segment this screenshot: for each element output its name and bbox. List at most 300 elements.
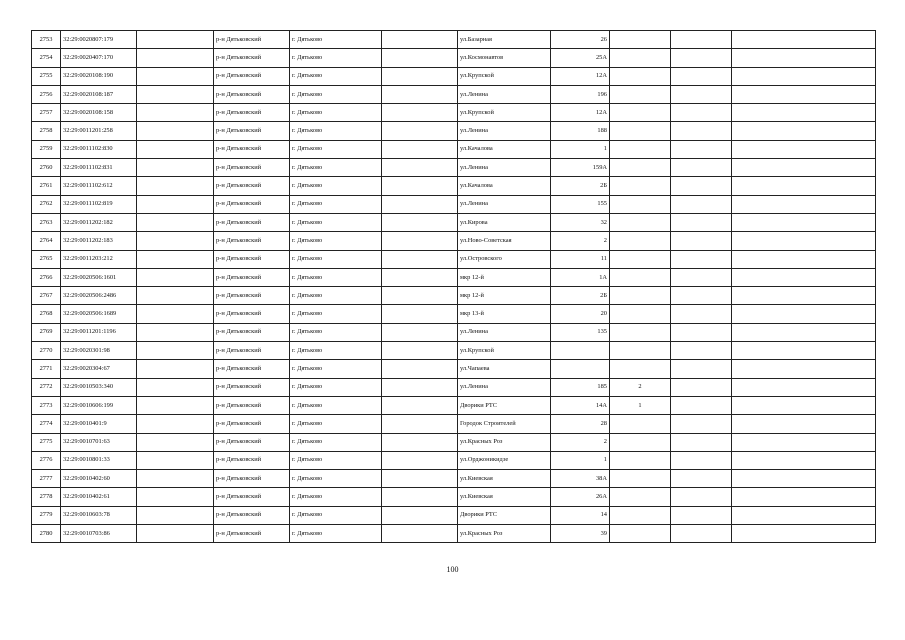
empty-cell <box>732 159 876 177</box>
house-number-cell: 12А <box>551 104 610 122</box>
cadastral-number-cell: 32:29:0010701:63 <box>61 433 137 451</box>
empty-cell <box>671 342 732 360</box>
table-row <box>32 232 876 250</box>
row-number-cell: 2753 <box>32 31 61 49</box>
empty-cell <box>732 49 876 67</box>
house-number-cell: 14А <box>551 396 610 414</box>
empty-cell <box>732 268 876 286</box>
cadastral-number-cell: 32:29:0010801:33 <box>61 451 137 469</box>
district-cell: р-н Дятьковский <box>214 506 290 524</box>
empty-cell <box>137 323 214 341</box>
empty-cell <box>382 250 458 268</box>
row-number-cell: 2776 <box>32 451 61 469</box>
table-row <box>32 85 876 103</box>
extra-number-cell <box>610 488 671 506</box>
district-cell: р-н Дятьковский <box>214 232 290 250</box>
empty-cell <box>137 122 214 140</box>
city-cell: г. Дятьково <box>290 177 382 195</box>
empty-cell <box>137 67 214 85</box>
extra-number-cell <box>610 232 671 250</box>
table-row <box>32 213 876 231</box>
street-cell: ул.Космонавтов <box>458 49 551 67</box>
district-cell: р-н Дятьковский <box>214 122 290 140</box>
house-number-cell: 155 <box>551 195 610 213</box>
table-row <box>32 433 876 451</box>
cadastral-number-cell: 32:29:0011102:831 <box>61 159 137 177</box>
empty-cell <box>671 49 732 67</box>
empty-cell <box>671 287 732 305</box>
city-cell: г. Дятьково <box>290 415 382 433</box>
table-row <box>32 49 876 67</box>
table-row <box>32 488 876 506</box>
city-cell: г. Дятьково <box>290 506 382 524</box>
cadastral-number-cell: 32:29:0011202:183 <box>61 232 137 250</box>
empty-cell <box>137 470 214 488</box>
row-number-cell: 2757 <box>32 104 61 122</box>
street-cell: мкр 12-й <box>458 268 551 286</box>
cadastral-number-cell: 32:29:0011201:258 <box>61 122 137 140</box>
page-number: 100 <box>446 565 459 574</box>
street-cell: ул.Ленина <box>458 195 551 213</box>
empty-cell <box>732 488 876 506</box>
house-number-cell: 26 <box>551 31 610 49</box>
extra-number-cell <box>610 415 671 433</box>
cadastral-number-cell: 32:29:0011102:830 <box>61 140 137 158</box>
empty-cell <box>671 433 732 451</box>
city-cell: г. Дятьково <box>290 323 382 341</box>
table-row <box>32 250 876 268</box>
empty-cell <box>382 140 458 158</box>
empty-cell <box>671 378 732 396</box>
empty-cell <box>382 451 458 469</box>
city-cell: г. Дятьково <box>290 195 382 213</box>
empty-cell <box>732 342 876 360</box>
empty-cell <box>137 451 214 469</box>
empty-cell <box>671 85 732 103</box>
house-number-cell: 28 <box>551 415 610 433</box>
street-cell: ул.Ленина <box>458 122 551 140</box>
empty-cell <box>382 177 458 195</box>
district-cell: р-н Дятьковский <box>214 287 290 305</box>
empty-cell <box>137 305 214 323</box>
house-number-cell: 2Б <box>551 177 610 195</box>
empty-cell <box>382 232 458 250</box>
empty-cell <box>137 378 214 396</box>
row-number-cell: 2760 <box>32 159 61 177</box>
empty-cell <box>671 323 732 341</box>
empty-cell <box>137 140 214 158</box>
house-number-cell: 12А <box>551 67 610 85</box>
cadastral-number-cell: 32:29:0020108:158 <box>61 104 137 122</box>
empty-cell <box>671 488 732 506</box>
row-number-cell: 2765 <box>32 250 61 268</box>
extra-number-cell <box>610 305 671 323</box>
row-number-cell: 2772 <box>32 378 61 396</box>
city-cell: г. Дятьково <box>290 360 382 378</box>
street-cell: ул.Киевская <box>458 488 551 506</box>
district-cell: р-н Дятьковский <box>214 305 290 323</box>
extra-number-cell <box>610 140 671 158</box>
district-cell: р-н Дятьковский <box>214 433 290 451</box>
extra-number-cell <box>610 342 671 360</box>
street-cell: ул.Орджоникидзе <box>458 451 551 469</box>
city-cell: г. Дятьково <box>290 232 382 250</box>
extra-number-cell <box>610 159 671 177</box>
empty-cell <box>137 49 214 67</box>
empty-cell <box>382 287 458 305</box>
empty-cell <box>671 104 732 122</box>
street-cell: ул.Базарная <box>458 31 551 49</box>
city-cell: г. Дятьково <box>290 140 382 158</box>
district-cell: р-н Дятьковский <box>214 104 290 122</box>
house-number-cell: 2 <box>551 232 610 250</box>
cadastral-number-cell: 32:29:0020506:2486 <box>61 287 137 305</box>
row-number-cell: 2778 <box>32 488 61 506</box>
empty-cell <box>382 360 458 378</box>
cadastral-number-cell: 32:29:0011102:612 <box>61 177 137 195</box>
empty-cell <box>137 525 214 543</box>
empty-cell <box>137 213 214 231</box>
row-number-cell: 2767 <box>32 287 61 305</box>
extra-number-cell <box>610 250 671 268</box>
cadastral-number-cell: 32:29:0011102:819 <box>61 195 137 213</box>
table-row <box>32 470 876 488</box>
empty-cell <box>382 305 458 323</box>
empty-cell <box>732 195 876 213</box>
city-cell: г. Дятьково <box>290 159 382 177</box>
table-row <box>32 323 876 341</box>
district-cell: р-н Дятьковский <box>214 159 290 177</box>
empty-cell <box>732 305 876 323</box>
row-number-cell: 2775 <box>32 433 61 451</box>
empty-cell <box>137 268 214 286</box>
cadastral-number-cell: 32:29:0011203:212 <box>61 250 137 268</box>
city-cell: г. Дятьково <box>290 122 382 140</box>
district-cell: р-н Дятьковский <box>214 268 290 286</box>
row-number-cell: 2768 <box>32 305 61 323</box>
district-cell: р-н Дятьковский <box>214 451 290 469</box>
city-cell: г. Дятьково <box>290 470 382 488</box>
row-number-cell: 2771 <box>32 360 61 378</box>
district-cell: р-н Дятьковский <box>214 470 290 488</box>
empty-cell <box>671 268 732 286</box>
empty-cell <box>382 85 458 103</box>
street-cell: Дворики РТС <box>458 396 551 414</box>
city-cell: г. Дятьково <box>290 250 382 268</box>
row-number-cell: 2779 <box>32 506 61 524</box>
row-number-cell: 2755 <box>32 67 61 85</box>
district-cell: р-н Дятьковский <box>214 323 290 341</box>
house-number-cell: 185 <box>551 378 610 396</box>
extra-number-cell <box>610 287 671 305</box>
city-cell: г. Дятьково <box>290 104 382 122</box>
empty-cell <box>137 104 214 122</box>
empty-cell <box>382 104 458 122</box>
empty-cell <box>671 250 732 268</box>
city-cell: г. Дятьково <box>290 488 382 506</box>
city-cell: г. Дятьково <box>290 31 382 49</box>
street-cell: Городок Строителей <box>458 415 551 433</box>
extra-number-cell <box>610 195 671 213</box>
street-cell: мкр 12-й <box>458 287 551 305</box>
city-cell: г. Дятьково <box>290 85 382 103</box>
house-number-cell: 32 <box>551 213 610 231</box>
cadastral-registry-table <box>31 30 876 543</box>
row-number-cell: 2770 <box>32 342 61 360</box>
empty-cell <box>137 177 214 195</box>
house-number-cell: 14 <box>551 506 610 524</box>
empty-cell <box>382 378 458 396</box>
empty-cell <box>671 31 732 49</box>
street-cell: ул.Крупской <box>458 67 551 85</box>
empty-cell <box>671 506 732 524</box>
empty-cell <box>382 525 458 543</box>
city-cell: г. Дятьково <box>290 378 382 396</box>
street-cell: ул.Ново-Советская <box>458 232 551 250</box>
city-cell: г. Дятьково <box>290 396 382 414</box>
table-row <box>32 287 876 305</box>
city-cell: г. Дятьково <box>290 287 382 305</box>
extra-number-cell <box>610 360 671 378</box>
cadastral-number-cell: 32:29:0020506:1601 <box>61 268 137 286</box>
row-number-cell: 2761 <box>32 177 61 195</box>
street-cell: ул.Киевская <box>458 470 551 488</box>
district-cell: р-н Дятьковский <box>214 49 290 67</box>
city-cell: г. Дятьково <box>290 525 382 543</box>
district-cell: р-н Дятьковский <box>214 360 290 378</box>
district-cell: р-н Дятьковский <box>214 415 290 433</box>
house-number-cell: 25А <box>551 49 610 67</box>
street-cell: Дворики РТС <box>458 506 551 524</box>
extra-number-cell <box>610 506 671 524</box>
extra-number-cell <box>610 323 671 341</box>
empty-cell <box>382 122 458 140</box>
empty-cell <box>732 415 876 433</box>
district-cell: р-н Дятьковский <box>214 488 290 506</box>
table-row <box>32 122 876 140</box>
empty-cell <box>137 506 214 524</box>
cadastral-number-cell: 32:29:0020108:187 <box>61 85 137 103</box>
street-cell: ул.Ленина <box>458 378 551 396</box>
empty-cell <box>137 31 214 49</box>
house-number-cell: 26А <box>551 488 610 506</box>
empty-cell <box>382 159 458 177</box>
table-row <box>32 360 876 378</box>
cadastral-number-cell: 32:29:0010402:61 <box>61 488 137 506</box>
empty-cell <box>671 213 732 231</box>
empty-cell <box>671 525 732 543</box>
district-cell: р-н Дятьковский <box>214 396 290 414</box>
empty-cell <box>732 232 876 250</box>
table-row <box>32 31 876 49</box>
cadastral-number-cell: 32:29:0010402:60 <box>61 470 137 488</box>
city-cell: г. Дятьково <box>290 342 382 360</box>
district-cell: р-н Дятьковский <box>214 31 290 49</box>
street-cell: ул.Ленина <box>458 159 551 177</box>
extra-number-cell <box>610 122 671 140</box>
row-number-cell: 2758 <box>32 122 61 140</box>
empty-cell <box>382 67 458 85</box>
district-cell: р-н Дятьковский <box>214 85 290 103</box>
empty-cell <box>671 122 732 140</box>
extra-number-cell: 1 <box>610 396 671 414</box>
district-cell: р-н Дятьковский <box>214 250 290 268</box>
extra-number-cell <box>610 525 671 543</box>
row-number-cell: 2769 <box>32 323 61 341</box>
empty-cell <box>732 287 876 305</box>
empty-cell <box>137 85 214 103</box>
street-cell: ул.Качалова <box>458 140 551 158</box>
house-number-cell: 39 <box>551 525 610 543</box>
empty-cell <box>671 360 732 378</box>
table-row <box>32 525 876 543</box>
row-number-cell: 2774 <box>32 415 61 433</box>
row-number-cell: 2773 <box>32 396 61 414</box>
empty-cell <box>732 378 876 396</box>
district-cell: р-н Дятьковский <box>214 67 290 85</box>
district-cell: р-н Дятьковский <box>214 378 290 396</box>
city-cell: г. Дятьково <box>290 305 382 323</box>
extra-number-cell <box>610 213 671 231</box>
empty-cell <box>732 31 876 49</box>
house-number-cell: 20 <box>551 305 610 323</box>
house-number-cell: 188 <box>551 122 610 140</box>
empty-cell <box>382 433 458 451</box>
empty-cell <box>732 323 876 341</box>
row-number-cell: 2762 <box>32 195 61 213</box>
extra-number-cell <box>610 433 671 451</box>
street-cell: ул.Кирова <box>458 213 551 231</box>
empty-cell <box>671 451 732 469</box>
empty-cell <box>137 342 214 360</box>
extra-number-cell <box>610 31 671 49</box>
empty-cell <box>137 396 214 414</box>
table-row <box>32 104 876 122</box>
empty-cell <box>137 159 214 177</box>
empty-cell <box>137 232 214 250</box>
street-cell: ул.Крупской <box>458 104 551 122</box>
row-number-cell: 2764 <box>32 232 61 250</box>
table-row <box>32 396 876 414</box>
empty-cell <box>382 323 458 341</box>
house-number-cell: 159А <box>551 159 610 177</box>
empty-cell <box>382 470 458 488</box>
table-row <box>32 378 876 396</box>
empty-cell <box>137 287 214 305</box>
empty-cell <box>137 488 214 506</box>
empty-cell <box>671 396 732 414</box>
empty-cell <box>671 159 732 177</box>
city-cell: г. Дятьково <box>290 433 382 451</box>
empty-cell <box>671 232 732 250</box>
table-row <box>32 415 876 433</box>
empty-cell <box>382 31 458 49</box>
cadastral-number-cell: 32:29:0010703:86 <box>61 525 137 543</box>
table-row <box>32 67 876 85</box>
city-cell: г. Дятьково <box>290 213 382 231</box>
table-row <box>32 177 876 195</box>
empty-cell <box>137 195 214 213</box>
table-body <box>32 31 876 543</box>
house-number-cell: 1А <box>551 268 610 286</box>
empty-cell <box>732 433 876 451</box>
empty-cell <box>732 85 876 103</box>
district-cell: р-н Дятьковский <box>214 140 290 158</box>
table-row <box>32 140 876 158</box>
street-cell: ул.Красных Роз <box>458 433 551 451</box>
empty-cell <box>382 195 458 213</box>
extra-number-cell <box>610 268 671 286</box>
empty-cell <box>382 268 458 286</box>
empty-cell <box>671 140 732 158</box>
extra-number-cell <box>610 49 671 67</box>
cadastral-number-cell: 32:29:0010603:78 <box>61 506 137 524</box>
house-number-cell <box>551 342 610 360</box>
empty-cell <box>732 104 876 122</box>
extra-number-cell <box>610 451 671 469</box>
row-number-cell: 2756 <box>32 85 61 103</box>
empty-cell <box>382 415 458 433</box>
empty-cell <box>671 305 732 323</box>
empty-cell <box>671 415 732 433</box>
empty-cell <box>671 177 732 195</box>
empty-cell <box>732 140 876 158</box>
table-row <box>32 268 876 286</box>
empty-cell <box>137 433 214 451</box>
empty-cell <box>732 67 876 85</box>
empty-cell <box>382 488 458 506</box>
house-number-cell: 11 <box>551 250 610 268</box>
empty-cell <box>732 451 876 469</box>
empty-cell <box>382 49 458 67</box>
house-number-cell: 1 <box>551 451 610 469</box>
cadastral-number-cell: 32:29:0020108:190 <box>61 67 137 85</box>
empty-cell <box>732 177 876 195</box>
empty-cell <box>137 415 214 433</box>
house-number-cell: 196 <box>551 85 610 103</box>
house-number-cell <box>551 360 610 378</box>
street-cell: ул.Ленина <box>458 323 551 341</box>
empty-cell <box>382 213 458 231</box>
house-number-cell: 2Б <box>551 287 610 305</box>
street-cell: ул.Крупской <box>458 342 551 360</box>
cadastral-number-cell: 32:29:0020304:67 <box>61 360 137 378</box>
table-row <box>32 506 876 524</box>
empty-cell <box>671 67 732 85</box>
empty-cell <box>732 506 876 524</box>
house-number-cell: 135 <box>551 323 610 341</box>
empty-cell <box>732 122 876 140</box>
street-cell: ул.Чапаева <box>458 360 551 378</box>
city-cell: г. Дятьково <box>290 49 382 67</box>
empty-cell <box>137 360 214 378</box>
table-row <box>32 305 876 323</box>
house-number-cell: 2 <box>551 433 610 451</box>
city-cell: г. Дятьково <box>290 67 382 85</box>
district-cell: р-н Дятьковский <box>214 213 290 231</box>
row-number-cell: 2766 <box>32 268 61 286</box>
cadastral-number-cell: 32:29:0020301:98 <box>61 342 137 360</box>
district-cell: р-н Дятьковский <box>214 177 290 195</box>
street-cell: ул.Ленина <box>458 85 551 103</box>
empty-cell <box>732 396 876 414</box>
empty-cell <box>137 250 214 268</box>
empty-cell <box>671 195 732 213</box>
empty-cell <box>732 360 876 378</box>
empty-cell <box>382 506 458 524</box>
table-row <box>32 159 876 177</box>
extra-number-cell <box>610 104 671 122</box>
